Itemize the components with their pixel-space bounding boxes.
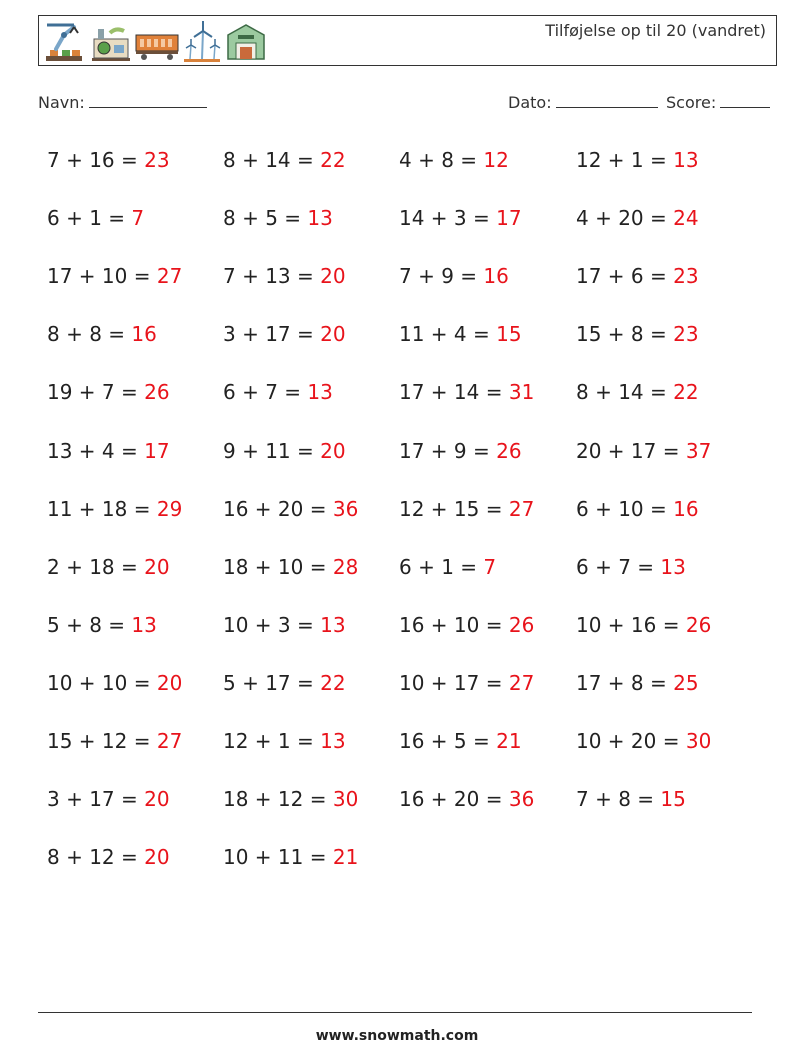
problem-expression: 16 + 20 =: [223, 496, 327, 521]
problem-answer: 20: [320, 264, 346, 289]
problem-answer: 13: [320, 612, 346, 637]
addition-problem: [576, 436, 711, 466]
problem-expression: 8 + 14 =: [223, 148, 314, 172]
addition-problem: [399, 668, 534, 698]
addition-problem: [47, 668, 182, 698]
problem-expression: 3 + 17 =: [223, 322, 314, 347]
problem-expression: 17 + 8 =: [576, 670, 667, 695]
problem-answer: 23: [144, 148, 170, 172]
problem-expression: 15 + 12 =: [47, 729, 151, 753]
addition-problem: [223, 436, 346, 466]
problem-expression: 12 + 1 =: [576, 148, 667, 172]
worksheet-title: Tilføjelse op til 20 (vandret): [545, 21, 766, 40]
date-field: [508, 93, 658, 112]
problem-expression: 6 + 1 =: [47, 206, 126, 231]
problem-expression: 8 + 14 =: [576, 380, 667, 405]
addition-problem: [223, 377, 333, 407]
addition-problem: [576, 203, 699, 233]
problem-answer: 20: [320, 438, 346, 463]
addition-problem: [223, 145, 346, 175]
problem-expression: 10 + 11 =: [223, 845, 327, 870]
score-label: Score:: [666, 93, 717, 112]
addition-problem: [47, 726, 182, 756]
problem-answer: 7: [483, 554, 497, 579]
problem-expression: 6 + 7 =: [223, 380, 302, 405]
problem-expression: 17 + 10 =: [47, 264, 151, 289]
factory-icon: [90, 19, 132, 63]
worksheet-header: [38, 15, 777, 66]
problem-answer: 13: [307, 206, 333, 231]
footer-divider: [38, 1012, 752, 1013]
problem-answer: 30: [332, 787, 359, 812]
problem-expression: 10 + 3 =: [223, 612, 314, 637]
problem-answer: 15: [496, 322, 522, 347]
problem-expression: 7 + 16 =: [47, 148, 138, 172]
addition-problem: [47, 552, 170, 582]
problem-expression: 19 + 7 =: [47, 380, 138, 405]
problem-answer: 13: [320, 729, 346, 753]
robot-arm-icon: [44, 19, 86, 63]
problem-answer: 13: [307, 380, 333, 405]
problem-expression: 4 + 20 =: [576, 206, 667, 231]
problem-answer: 27: [156, 264, 183, 289]
problem-answer: 20: [144, 554, 170, 579]
addition-problem: [576, 377, 699, 407]
problem-answer: 26: [144, 380, 170, 405]
problem-answer: 22: [320, 148, 346, 172]
problem-expression: 10 + 10 =: [47, 670, 151, 695]
problem-answer: 27: [508, 496, 535, 521]
problem-answer: 13: [673, 148, 699, 172]
addition-problem: [47, 261, 182, 291]
addition-problem: [223, 319, 346, 349]
problem-answer: 20: [144, 787, 170, 812]
addition-problem: [223, 610, 346, 640]
addition-problem: [223, 203, 333, 233]
freight-train-icon: [134, 19, 180, 63]
addition-problem: [399, 610, 534, 640]
addition-problem: [576, 145, 699, 175]
name-field: [38, 93, 207, 112]
problem-answer: 20: [144, 845, 170, 870]
problem-answer: 23: [673, 322, 699, 347]
problem-answer: 16: [483, 264, 509, 289]
addition-problem: [47, 842, 170, 872]
problem-answer: 37: [685, 438, 712, 463]
problem-expression: 18 + 10 =: [223, 554, 327, 579]
problem-expression: 15 + 8 =: [576, 322, 667, 347]
problem-answer: 36: [332, 496, 359, 521]
footer-website: www.snowmath.com: [315, 1028, 479, 1044]
addition-problem: [223, 668, 346, 698]
problem-expression: 10 + 20 =: [576, 729, 680, 753]
addition-problem: [223, 552, 358, 582]
problem-expression: 17 + 6 =: [576, 264, 667, 289]
problem-answer: 26: [508, 612, 535, 637]
wind-turbine-icon: [182, 19, 222, 63]
problem-expression: 11 + 18 =: [47, 496, 151, 521]
addition-problem: [399, 319, 522, 349]
addition-problem: [47, 319, 157, 349]
problem-expression: 3 + 17 =: [47, 787, 138, 812]
problem-answer: 26: [685, 612, 712, 637]
problem-answer: 21: [332, 845, 359, 870]
problem-answer: 26: [496, 438, 522, 463]
problem-expression: 6 + 10 =: [576, 496, 667, 521]
warehouse-icon: [224, 19, 268, 63]
addition-problem: [399, 436, 522, 466]
problem-expression: 17 + 14 =: [399, 380, 503, 405]
date-blank: [556, 93, 658, 108]
score-blank: [720, 93, 770, 108]
problem-expression: 14 + 3 =: [399, 206, 490, 231]
addition-problem: [399, 377, 534, 407]
problem-answer: 7: [131, 206, 145, 231]
problem-answer: 31: [508, 380, 535, 405]
addition-problem: [47, 377, 170, 407]
problem-answer: 22: [320, 670, 346, 695]
problem-answer: 22: [673, 380, 699, 405]
score-field: [666, 93, 770, 112]
addition-problem: [576, 494, 699, 524]
problem-answer: 28: [332, 554, 359, 579]
problem-answer: 20: [156, 670, 183, 695]
problem-expression: 7 + 8 =: [576, 787, 655, 812]
problem-answer: 27: [156, 729, 183, 753]
problem-expression: 5 + 17 =: [223, 670, 314, 695]
problem-expression: 10 + 17 =: [399, 670, 503, 695]
name-label: Navn:: [38, 93, 85, 112]
addition-problem: [399, 784, 534, 814]
problem-expression: 16 + 20 =: [399, 787, 503, 812]
problem-expression: 5 + 8 =: [47, 612, 126, 637]
addition-problem: [399, 494, 534, 524]
problem-answer: 30: [685, 729, 712, 753]
problem-answer: 23: [673, 264, 699, 289]
addition-problem: [47, 610, 157, 640]
problem-expression: 4 + 8 =: [399, 148, 478, 172]
problem-expression: 17 + 9 =: [399, 438, 490, 463]
addition-problem: [576, 319, 699, 349]
addition-problem: [399, 145, 509, 175]
addition-problem: [576, 610, 711, 640]
addition-problem: [576, 668, 699, 698]
problem-expression: 6 + 1 =: [399, 554, 478, 579]
problem-answer: 20: [320, 322, 346, 347]
addition-problem: [223, 261, 346, 291]
problem-expression: 7 + 13 =: [223, 264, 314, 289]
problem-expression: 12 + 1 =: [223, 729, 314, 753]
addition-problem: [223, 726, 346, 756]
problem-answer: 13: [131, 612, 157, 637]
problem-answer: 25: [673, 670, 699, 695]
problem-expression: 8 + 12 =: [47, 845, 138, 870]
addition-problem: [576, 784, 686, 814]
addition-problem: [223, 494, 358, 524]
problem-answer: 16: [673, 496, 699, 521]
problem-expression: 6 + 7 =: [576, 554, 655, 579]
problem-answer: 21: [496, 729, 522, 753]
problem-expression: 16 + 5 =: [399, 729, 490, 753]
problem-expression: 11 + 4 =: [399, 322, 490, 347]
problem-answer: 15: [660, 787, 686, 812]
problem-expression: 8 + 8 =: [47, 322, 126, 347]
addition-problem: [47, 494, 182, 524]
problem-answer: 17: [144, 438, 170, 463]
problem-answer: 17: [496, 206, 522, 231]
addition-problem: [576, 261, 699, 291]
problem-expression: 10 + 16 =: [576, 612, 680, 637]
addition-problem: [399, 552, 496, 582]
addition-problem: [47, 145, 170, 175]
problem-expression: 20 + 17 =: [576, 438, 680, 463]
problem-answer: 27: [508, 670, 535, 695]
problem-expression: 9 + 11 =: [223, 438, 314, 463]
problem-answer: 24: [673, 206, 699, 231]
addition-problem: [47, 784, 170, 814]
problem-expression: 12 + 15 =: [399, 496, 503, 521]
addition-problem: [223, 784, 358, 814]
date-label: Dato:: [508, 93, 552, 112]
problem-answer: 36: [508, 787, 535, 812]
problem-expression: 13 + 4 =: [47, 438, 138, 463]
addition-problem: [223, 842, 358, 872]
name-blank: [89, 93, 207, 108]
addition-problem: [399, 261, 509, 291]
addition-problem: [47, 436, 170, 466]
problem-expression: 8 + 5 =: [223, 206, 302, 231]
addition-problem: [576, 726, 711, 756]
problem-answer: 16: [131, 322, 157, 347]
addition-problem: [576, 552, 686, 582]
problem-expression: 7 + 9 =: [399, 264, 478, 289]
problem-answer: 13: [660, 554, 686, 579]
addition-problem: [399, 726, 522, 756]
addition-problem: [399, 203, 522, 233]
addition-problem: [47, 203, 144, 233]
problem-answer: 29: [156, 496, 183, 521]
problem-expression: 18 + 12 =: [223, 787, 327, 812]
problem-expression: 2 + 18 =: [47, 554, 138, 579]
problem-expression: 16 + 10 =: [399, 612, 503, 637]
problem-answer: 12: [483, 148, 509, 172]
